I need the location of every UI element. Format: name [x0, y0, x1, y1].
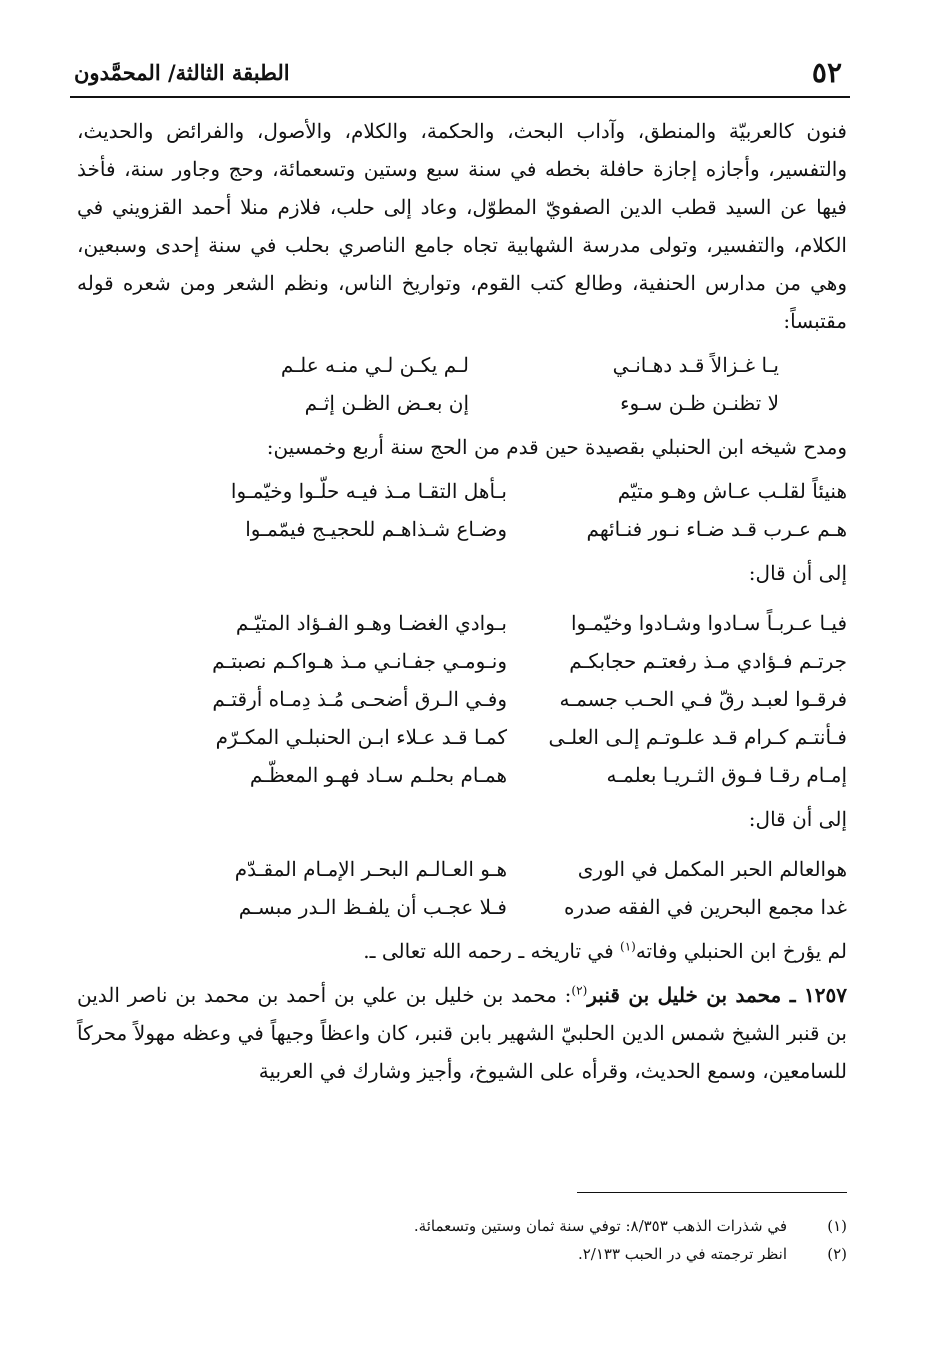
- page-number: ٥٢: [811, 56, 842, 89]
- footnote-number: (١): [827, 1217, 847, 1235]
- running-title: الطبقة الثالثة/ المحمَّدون: [74, 60, 290, 85]
- footnote-ref-2: (٢): [571, 983, 588, 998]
- verse-first-hemistich: لا تظنـن ظـن سـوء: [620, 391, 779, 415]
- poem-quote-1: [77, 346, 847, 422]
- footnotes: [77, 1212, 847, 1268]
- footnote: [77, 1212, 847, 1240]
- verse-first-hemistich: فيـا عـربـاً سـادوا وشـادوا وخيّمـوا: [570, 611, 847, 635]
- footnote-text: في شذرات الذهب ٨/٣٥٣: توفي سنة ثمان وستين وتسعمائة.: [413, 1217, 787, 1235]
- entry-paragraph: [77, 976, 847, 1090]
- verse-first-hemistich: فرقـوا لعبـد رقّ فـي الحـب جسمـه: [559, 687, 847, 711]
- poem-quote-2: [77, 472, 847, 548]
- verse-second-hemistich: همـام بحلـم سـاد فهـو المعظّـم: [249, 763, 507, 787]
- verse-line: [77, 510, 847, 548]
- verse-first-hemistich: فـأنتـم كـرام قـد علـوتـم إلـى العلـى: [548, 725, 847, 749]
- death-note-text-end: في تاريخه ـ رحمه الله تعالى ـ.: [363, 939, 620, 963]
- entry-text: : محمد بن خليل بن علي بن أحمد بن محمد بن ناصر الدين بن قنبر الشيخ شمس الدين الحلبيّ الشهير بابن قنبر، كان واعظاً وجيهاً في وعظه مهولاً محركاً للسامعين، وسمع الحديث، وقرأه على الشيوخ، وأجيز وشارك في العربية: [77, 983, 847, 1083]
- verse-second-hemistich: وفـي الـرق أضحـى مُـذ دِمـاه أرقتـم: [212, 687, 507, 711]
- verse-first-hemistich: هـم عـرب قـد ضـاء نـور فنـائهم: [586, 517, 847, 541]
- verse-line: [77, 888, 847, 926]
- paragraph-praise-intro: ومدح شيخه ابن الحنبلي بقصيدة حين قدم من الحج سنة أربع وخمسين:: [266, 435, 847, 459]
- verse-line: [77, 472, 847, 510]
- verse-second-hemistich: إن بعـض الظـن إثـم: [304, 391, 469, 415]
- verse-line: [77, 680, 847, 718]
- verse-second-hemistich: هـو العـالـم البحـر الإمـام المقـدّم: [234, 857, 507, 881]
- footnote-ref-1: (١): [620, 939, 636, 954]
- verse-first-hemistich: هنيئاً لقلـب عـاش وهـو متيّم: [617, 479, 847, 503]
- footnote-number: (٢): [827, 1245, 847, 1263]
- footnote-text: انظر ترجمته في در الحبب ٢/١٣٣.: [577, 1245, 787, 1263]
- verse-first-hemistich: غدا مجمع البحرين في الفقه صدره: [563, 895, 847, 919]
- footnote: [77, 1240, 847, 1268]
- verse-second-hemistich: بـوادي الغضـا وهـو الفـؤاد المتيّـم: [235, 611, 507, 635]
- death-note-text: لم يؤرخ ابن الحنبلي وفاته: [635, 939, 847, 963]
- verse-line: [77, 850, 847, 888]
- verse-line: [77, 642, 847, 680]
- footnote-separator: [577, 1192, 847, 1193]
- verse-first-hemistich: يـا غـزالاً قـد دهـانـي: [612, 353, 779, 377]
- entry-title: ١٢٥٧ ـ محمد بن خليل بن قنبر: [587, 983, 847, 1007]
- verse-second-hemistich: وضـاع شـذاهـم للحجيـج فيمّمـوا: [245, 517, 507, 541]
- until-said-label: إلى أن قال:: [748, 561, 847, 585]
- poem-quote-4: [77, 850, 847, 926]
- verse-line: [77, 756, 847, 794]
- poem-quote-3: [77, 604, 847, 794]
- verse-line: [77, 718, 847, 756]
- page-header: [70, 50, 850, 98]
- page-body: [77, 112, 847, 1090]
- verse-second-hemistich: كمـا قـد عـلاء ابـن الحنبلـي المكـرّم: [215, 725, 507, 749]
- verse-second-hemistich: ونـومـي جفـانـي مـذ هـواكـم نصبتـم: [212, 649, 507, 673]
- death-note: [77, 932, 847, 970]
- verse-first-hemistich: هوالعالم الحبر المكمل في الورى: [577, 857, 847, 881]
- verse-line: [77, 346, 847, 384]
- verse-line: [77, 604, 847, 642]
- paragraph-biography: فنون كالعربيّة والمنطق، وآداب البحث، والحكمة، والكلام، والأصول، والفرائض والحديث، والتفسير، وأجازه إجازة حافلة بخطه في سنة سبع وستين وتسعمائة، وحج وجاور سنة، فأخذ فيها عن السيد قطب الدين الصفويّ المطوّل، وعاد إلى حلب، فلازم منلا أحمد القزويني في الكلام، والتفسير، وتولى مدرسة الشهابية تجاه جامع الناصري بحلب في سنة إحدى وسبعين، وهي من مدارس الحنفية، وطالع كتب القوم، وتواريخ الناس، ونظم الشعر ومن شعره قوله مقتبساً:: [77, 119, 847, 333]
- until-said-label: إلى أن قال:: [748, 807, 847, 831]
- verse-second-hemistich: لـم يكـن لـي منـه علـم: [280, 353, 469, 377]
- verse-second-hemistich: فـلا عجـب أن يلفـظ الـدر مبسـم: [238, 895, 507, 919]
- verse-first-hemistich: إمـام رقـا فـوق الثـريـا بعلمـه: [606, 763, 847, 787]
- verse-second-hemistich: بـأهل التقـا مـذ فيـه حلّـوا وخيّمـوا: [230, 479, 507, 503]
- verse-first-hemistich: جرتـم فـؤادي مـذ رفعتـم حجابكـم: [569, 649, 847, 673]
- verse-line: [77, 384, 847, 422]
